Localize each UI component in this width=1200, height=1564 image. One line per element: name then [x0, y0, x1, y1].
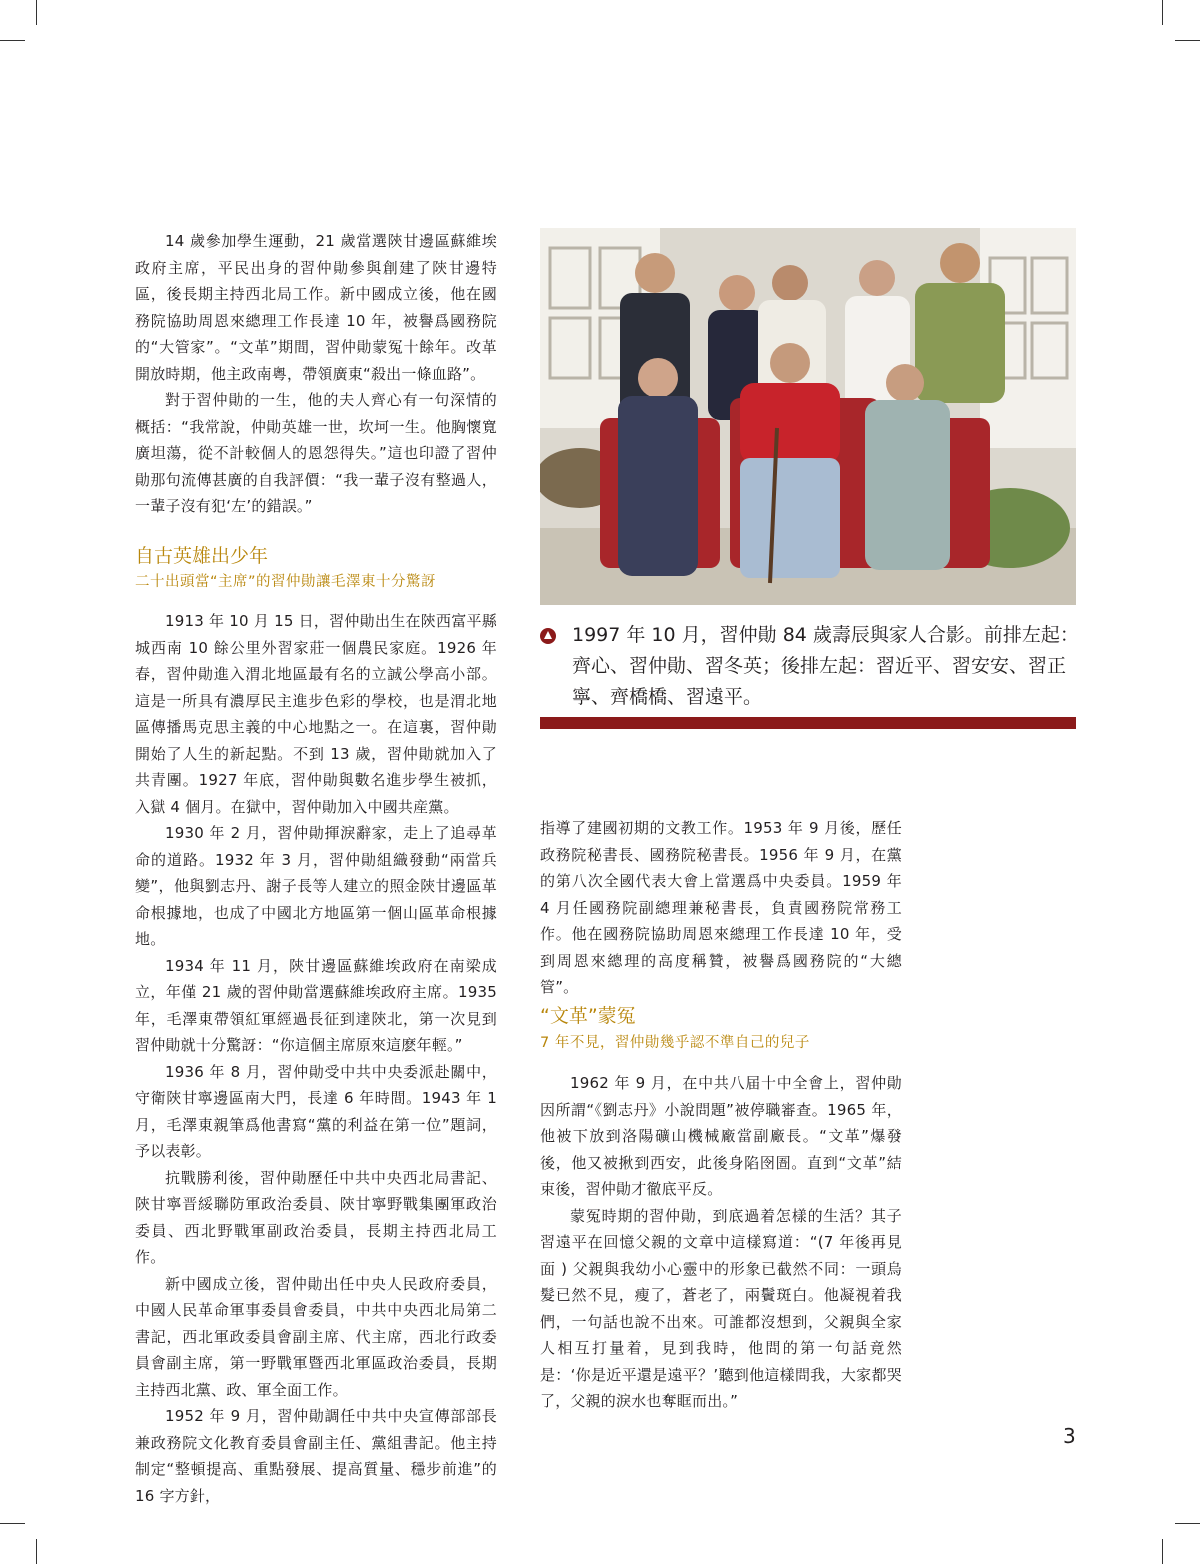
section2-body — [540, 1070, 902, 1415]
section-subtitle: 7 年不見，習仲勛幾乎認不準自己的兒子 — [540, 1035, 810, 1051]
crop-mark — [0, 1523, 25, 1524]
crop-mark — [0, 40, 25, 41]
paragraph: 1913 年 10 月 15 日，習仲勛出生在陝西富平縣城西南 10 餘公里外習家莊一個農民家庭。1926 年春，習仲勛進入渭北地區最有名的立誠公學高小部。這是一所具有濃厚民主進步色彩的學校，也是渭北地區傳播馬克思主義的中心地點之一。在這裏，習仲勛開始了人生的新起點。不到 13 歲，習仲勛就加入了共青團。1927 年底，習仲勛與數名進步學生被抓，入獄 4 個月。在獄中，習仲勛加入中國共産黨。 — [135, 612, 497, 816]
divider-bar — [540, 717, 1076, 729]
crop-mark — [1162, 1539, 1163, 1564]
paragraph: 對于習仲勛的一生，他的夫人齊心有一句深情的概括：“我常說，仲勛英雄一世，坎坷一生。他胸懷寬廣坦蕩，從不計較個人的恩怨得失。”這也印證了習仲勛那句流傳甚廣的自我評價：“我一輩子沒有整過人，一輩子沒有犯‘左’的錯誤。” — [135, 391, 497, 515]
page-number: 3 — [1063, 1424, 1076, 1448]
paragraph: 1930 年 2 月，習仲勛揮淚辭家，走上了追尋革命的道路。1932 年 3 月，習仲勛組織發動“兩當兵變”，他與劉志丹、謝子長等人建立的照金陝甘邊區革命根據地，也成了中國北方地區第一個山區革命根據地。 — [135, 824, 497, 948]
section-title: “文革”蒙冤 — [540, 1005, 636, 1027]
section-subtitle: 二十出頭當“主席”的習仲勛讓毛澤東十分驚訝 — [135, 574, 437, 590]
crop-mark — [36, 1539, 37, 1564]
paragraph: 14 歲參加學生運動，21 歲當選陝甘邊區蘇維埃政府主席，平民出身的習仲勛參與創建了陝甘邊特區，後長期主持西北局工作。新中國成立後，他在國務院協助周恩來總理工作長達 10 年，被譽爲國務院的“大管家”。“文革”期間，習仲勛蒙冤十餘年。改革開放時期，他主政南粵，帶領廣東“殺出一條血路”。 — [135, 232, 497, 383]
triangle-icon — [540, 628, 556, 644]
crop-mark — [36, 0, 37, 25]
paragraph: 1952 年 9 月，習仲勛調任中共中央宣傳部部長兼政務院文化教育委員會副主任、黨組書記。他主持制定“整頓提高、重點發展、提高質量、穩步前進”的 16 字方針， — [135, 1407, 497, 1505]
crop-mark — [1175, 1523, 1200, 1524]
paragraph: 抗戰勝利後，習仲勛歷任中共中央西北局書記、陝甘寧晋綏聯防軍政治委員、陝甘寧野戰集團軍政治委員、西北野戰軍副政治委員，長期主持西北局工作。 — [135, 1168, 497, 1266]
crop-mark — [1175, 40, 1200, 41]
paragraph: 新中國成立後，習仲勛出任中央人民政府委員，中國人民革命軍事委員會委員，中共中央西北局第二書記，西北軍政委員會副主席、代主席，西北行政委員會副主席，第一野戰軍暨西北軍區政治委員，長期主持西北黨、政、軍全面工作。 — [135, 1274, 497, 1399]
intro-text — [135, 228, 497, 520]
photo-caption — [540, 620, 1080, 713]
col2-body — [540, 815, 902, 1001]
paragraph: 1962 年 9 月，在中共八届十中全會上，習仲勛因所謂“《劉志丹》小說問題”被停職審查。1965 年，他被下放到洛陽礦山機械廠當副廠長。“文革”爆發後，他又被揪到西安，此後身陷囹圄。直到“文革”結束後，習仲勛才徹底平反。 — [540, 1074, 902, 1198]
section-title: 自古英雄出少年 — [135, 545, 269, 567]
paragraph: 蒙冤時期的習仲勛，到底過着怎樣的生活？其子習遠平在回憶父親的文章中這樣寫道：“(7 年後再見面 ) 父親與我幼小心靈中的形象已截然不同：一頭烏髮已然不見，瘦了，蒼老了，兩鬢斑白。他凝視着我們，一句話也說不出來。可誰都沒想到，父親與全家人相互打量着，見到我時，他問的第一句話竟然是：‘你是近平還是遠平？’聽到他這樣問我，大家都哭了，父親的淚水也奪眶而出。” — [540, 1206, 902, 1410]
crop-mark — [1162, 0, 1163, 25]
paragraph: 1934 年 11 月，陝甘邊區蘇維埃政府在南梁成立，年僅 21 歲的習仲勛當選蘇維埃政府主席。1935 年，毛澤東帶領紅軍經過長征到達陝北，第一次見到習仲勛就十分驚訝：“你這個主席原來這麽年輕。” — [135, 956, 497, 1054]
family-photo — [540, 228, 1076, 605]
section1-body — [135, 608, 497, 1509]
paragraph: 指導了建國初期的文教工作。1953 年 9 月後，歷任政務院秘書長、國務院秘書長。1956 年 9 月，在黨的第八次全國代表大會上當選爲中央委員。1959 年 4 月任國務院副總理兼秘書長，負責國務院常務工作。他在國務院協助周恩來總理工作長達 10 年，受到周恩來總理的高度稱贊，被譽爲國務院的“大總管”。 — [540, 819, 902, 996]
caption-text: 1997 年 10 月，習仲勛 84 歲壽辰與家人合影。前排左起：齊心、習仲勛、習冬英；後排左起：習近平、習安安、習正寧、齊橋橋、習遠平。 — [572, 624, 1079, 708]
paragraph: 1936 年 8 月，習仲勛受中共中央委派赴關中，守衛陝甘寧邊區南大門，長達 6 年時間。1943 年 1 月，毛澤東親筆爲他書寫“黨的利益在第一位”題詞，予以表彰。 — [135, 1062, 497, 1160]
